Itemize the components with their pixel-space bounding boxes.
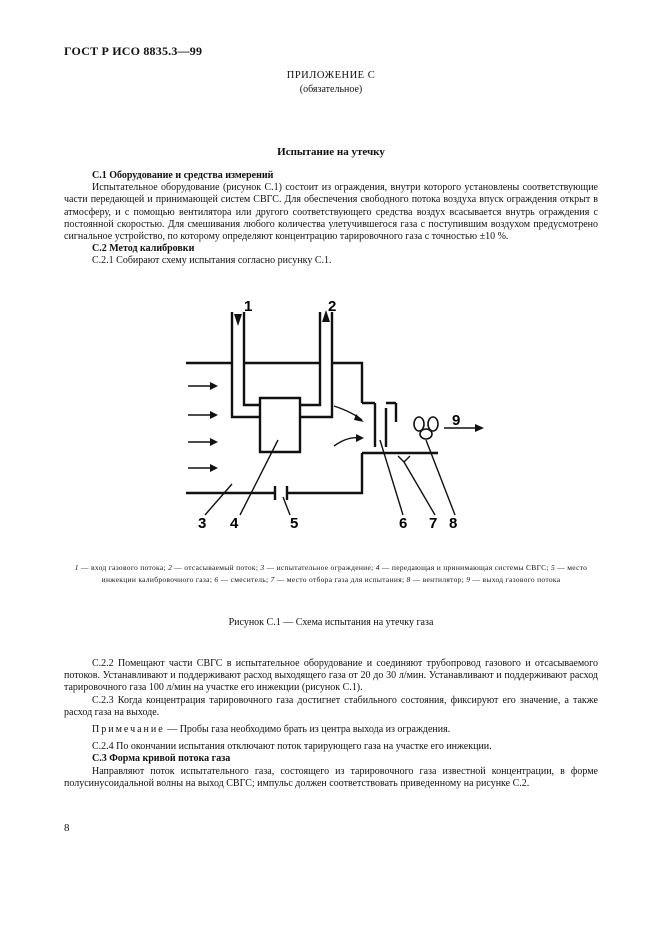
figure-legend — [64, 562, 598, 586]
legend-text: — выход газового потока — [470, 574, 561, 584]
legend-text: — испытательное ограждение; — [264, 563, 376, 572]
fan-icon — [414, 417, 438, 439]
fig-label-2: 2 — [328, 298, 337, 315]
c2-1-text: С.2.1 Собирают схему испытания согласно рисунку С.1. — [92, 255, 332, 267]
c2-heading: С.2 Метод калибровки — [92, 243, 195, 255]
legend-num: 9 — [466, 574, 471, 584]
legend-num: 8 — [406, 574, 411, 584]
fig-label-3: 3 — [198, 515, 207, 532]
c3-heading: С.3 Форма кривой потока газа — [92, 753, 231, 765]
section-c1 — [64, 170, 598, 268]
c3-text: Направляют поток испытательного газа, состоящего из тарировочного газа известной концентрации, в форме полусинусоидальной волны на выход СВГС; импульс должен соответствовать приведенному на рисунке С.2. — [64, 765, 598, 789]
page-number: 8 — [64, 822, 70, 834]
document-header: ГОСТ Р ИСО 8835.3—99 — [64, 44, 203, 58]
legend-text: — отсасываемый поток; — [172, 563, 261, 572]
fig-label-8: 8 — [449, 515, 458, 532]
fig-label-5: 5 — [290, 515, 299, 532]
note-label: Примечание — [92, 724, 165, 736]
fig-label-4: 4 — [230, 515, 239, 532]
legend-num: 7 — [270, 574, 275, 584]
c2-2-text: С.2.2 Помещают части СВГС в испытательное оборудование и соединяют трубопровод газового и отсасываемого потоков. Устанавливают и поддерживают расход выходящего газа от 20 до 30 л/мин. Устанавливают и поддерживают расход тарировочного газа 100 л/мин на участке его инжекции (рисунок С.1). — [64, 658, 598, 694]
appendix-status: (обязательное) — [299, 84, 363, 95]
legend-num: 6 — [214, 574, 219, 584]
fig-label-9: 9 — [452, 412, 461, 429]
c2-4-text: С.2.4 По окончании испытания отключают поток тарирующего газа на участке его инжекции. — [92, 741, 492, 753]
legend-num: 1 — [74, 563, 79, 572]
section-c2-body — [64, 658, 598, 790]
legend-text: — место инжекции калибровочного газа; — [101, 563, 588, 584]
appendix-title: ПРИЛОЖЕНИЕ С — [286, 70, 376, 81]
fig-label-7: 7 — [429, 515, 438, 532]
c1-text: Испытательное оборудование (рисунок С.1) состоит из ограждения, внутри которого установлены соответствующие части передающей и принимающей систем СВГС. Для обеспечения свободного потока воздуха впуск ограждения открыт в атмосферу, и с помощью вентилятора или другого соответствующего средства воздух всасывается внутрь ограждения с постоянной скоростью. Для смешивания любого количества улетучившегося газа с поступившим воздухом предусмотрено сигнальное устройство, по которому определяют концентрацию тарировочного газа с точностью ±10 %. — [64, 182, 598, 243]
legend-text: — вход газового потока; — [78, 563, 169, 572]
c2-3-text: С.2.3 Когда концентрация тарировочного газа достигнет стабильного состояния, фиксируют его значение, а также расход газа на выходе. — [64, 694, 598, 718]
leak-test-diagram — [0, 290, 661, 540]
legend-text: — смеситель; — [218, 574, 271, 584]
legend-num: 5 — [551, 563, 556, 572]
fig-label-6: 6 — [399, 515, 408, 532]
section-title: Испытание на утечку — [277, 146, 385, 158]
legend-num: 4 — [375, 563, 380, 572]
fig-label-1: 1 — [244, 298, 253, 315]
note-text: — Пробы газа необходимо брать из центра выхода из ограждения. — [164, 724, 451, 736]
figure-caption: Рисунок С.1 — Схема испытания на утечку газа — [228, 617, 434, 628]
note — [64, 724, 598, 736]
legend-text: — место отбора газа для испытания; — [274, 574, 407, 584]
legend-text: — вентилятор; — [410, 574, 467, 584]
legend-text: — передающая и принимающая системы СВГС; — [379, 563, 551, 572]
legend-num: 2 — [168, 563, 173, 572]
legend-num: 3 — [260, 563, 265, 572]
c1-heading: С.1 Оборудование и средства измерений — [92, 170, 274, 181]
